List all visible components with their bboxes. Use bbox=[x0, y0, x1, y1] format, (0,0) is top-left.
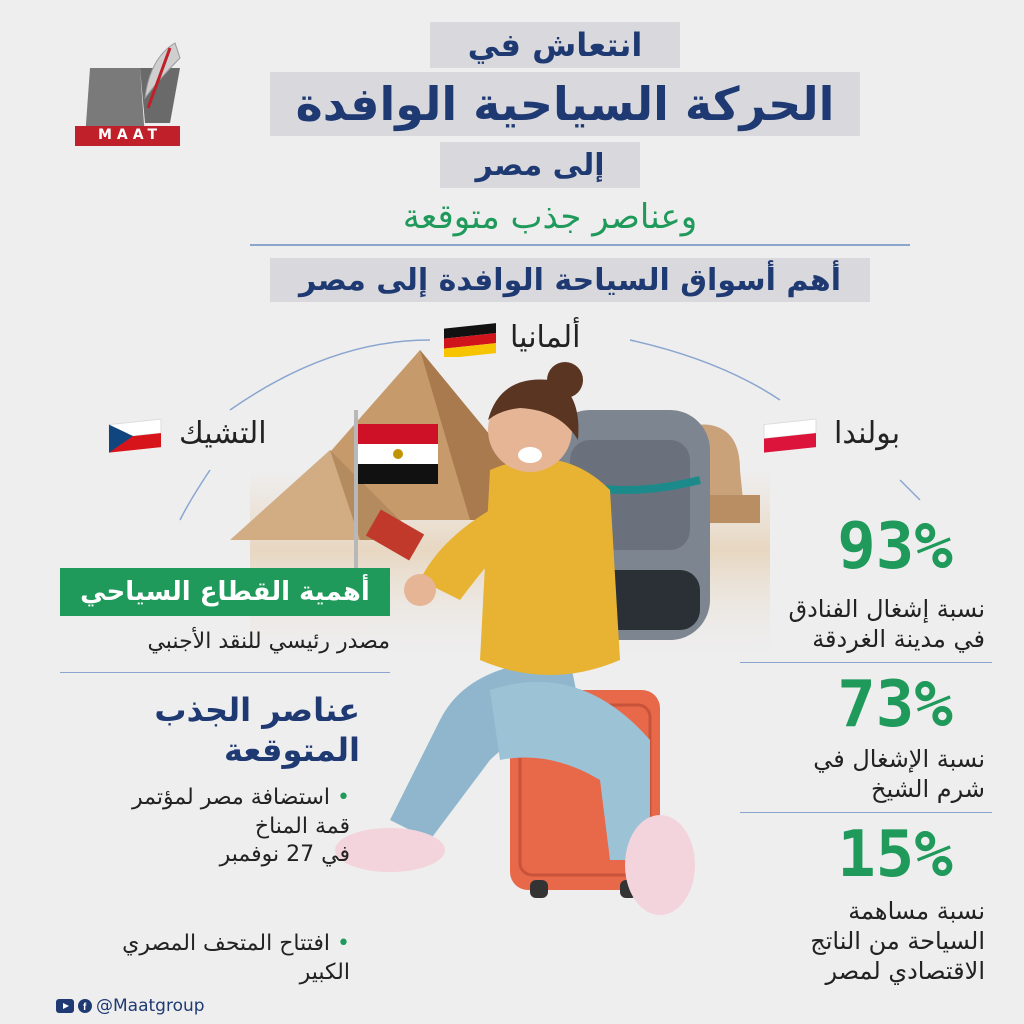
attractions-heading bbox=[110, 690, 360, 770]
germany-flag-icon bbox=[440, 317, 500, 357]
bullet-icon: • bbox=[330, 785, 350, 810]
country-czechia bbox=[105, 408, 305, 458]
attraction-item-1-line1: • استضافة مصر لمؤتمر bbox=[131, 785, 350, 810]
facebook-icon bbox=[78, 999, 92, 1013]
stat-15-line1: نسبة مساهمة bbox=[848, 897, 985, 925]
importance-text: مصدر رئيسي للنقد الأجنبي bbox=[147, 629, 390, 654]
svg-text:f: f bbox=[83, 1002, 87, 1013]
attraction-item-1 bbox=[50, 784, 350, 870]
country-label-poland: بولندا bbox=[834, 415, 901, 451]
importance-heading: أهمية القطاع السياحي bbox=[60, 568, 390, 616]
title-subtitle: وعناصر جذب متوقعة bbox=[402, 197, 698, 237]
attraction-item-1-line3: في 27 نوفمبر bbox=[219, 842, 350, 868]
poland-flag-icon bbox=[760, 413, 820, 453]
attractions-heading-line2: المتوقعة bbox=[224, 731, 360, 769]
country-label-czechia: التشيك bbox=[179, 415, 267, 451]
importance-divider bbox=[60, 672, 390, 673]
country-poland bbox=[760, 408, 960, 458]
title-divider bbox=[250, 244, 910, 246]
logo-text: MAAT bbox=[97, 127, 163, 143]
stat-15-line2: السياحة من الناتج bbox=[810, 927, 985, 955]
maat-logo bbox=[70, 38, 190, 148]
stat-73-line2: شرم الشيخ bbox=[871, 775, 985, 803]
stat-value-93: 93% bbox=[837, 510, 953, 584]
attraction-item-2 bbox=[50, 930, 350, 987]
markets-heading: أهم أسواق السياحة الوافدة إلى مصر bbox=[270, 258, 870, 302]
stat-15-line3: الاقتصادي لمصر bbox=[825, 957, 985, 985]
title-line-3: إلى مصر bbox=[440, 142, 640, 188]
stat-value-73: 73% bbox=[837, 668, 953, 742]
country-label-germany: ألمانيا bbox=[510, 319, 581, 355]
attraction-item-2-line2: الكبير bbox=[299, 959, 350, 985]
country-germany bbox=[440, 312, 640, 362]
attraction-item-2-line1: • افتتاح المتحف المصري bbox=[122, 931, 350, 956]
stat-73-line1: نسبة الإشغال في bbox=[813, 745, 985, 773]
attractions-heading-line1: عناصر الجذب bbox=[154, 691, 360, 729]
stat-divider-1 bbox=[740, 662, 992, 663]
title-line-1: انتعاش في bbox=[430, 22, 680, 68]
title-main: الحركة السياحية الوافدة bbox=[270, 72, 860, 136]
social-handle-text: @Maatgroup bbox=[96, 996, 205, 1016]
stat-divider-2 bbox=[740, 812, 992, 813]
stat-93-line2: في مدينة الغردقة bbox=[812, 625, 985, 653]
attraction-item-1-line2: قمة المناخ bbox=[254, 813, 350, 839]
stat-value-15: 15% bbox=[837, 818, 953, 892]
stat-93-line1: نسبة إشغال الفنادق bbox=[788, 595, 985, 623]
social-handle[interactable] bbox=[56, 996, 205, 1016]
czech-flag-icon bbox=[105, 413, 165, 453]
youtube-icon bbox=[56, 999, 74, 1013]
bullet-icon: • bbox=[330, 931, 350, 956]
